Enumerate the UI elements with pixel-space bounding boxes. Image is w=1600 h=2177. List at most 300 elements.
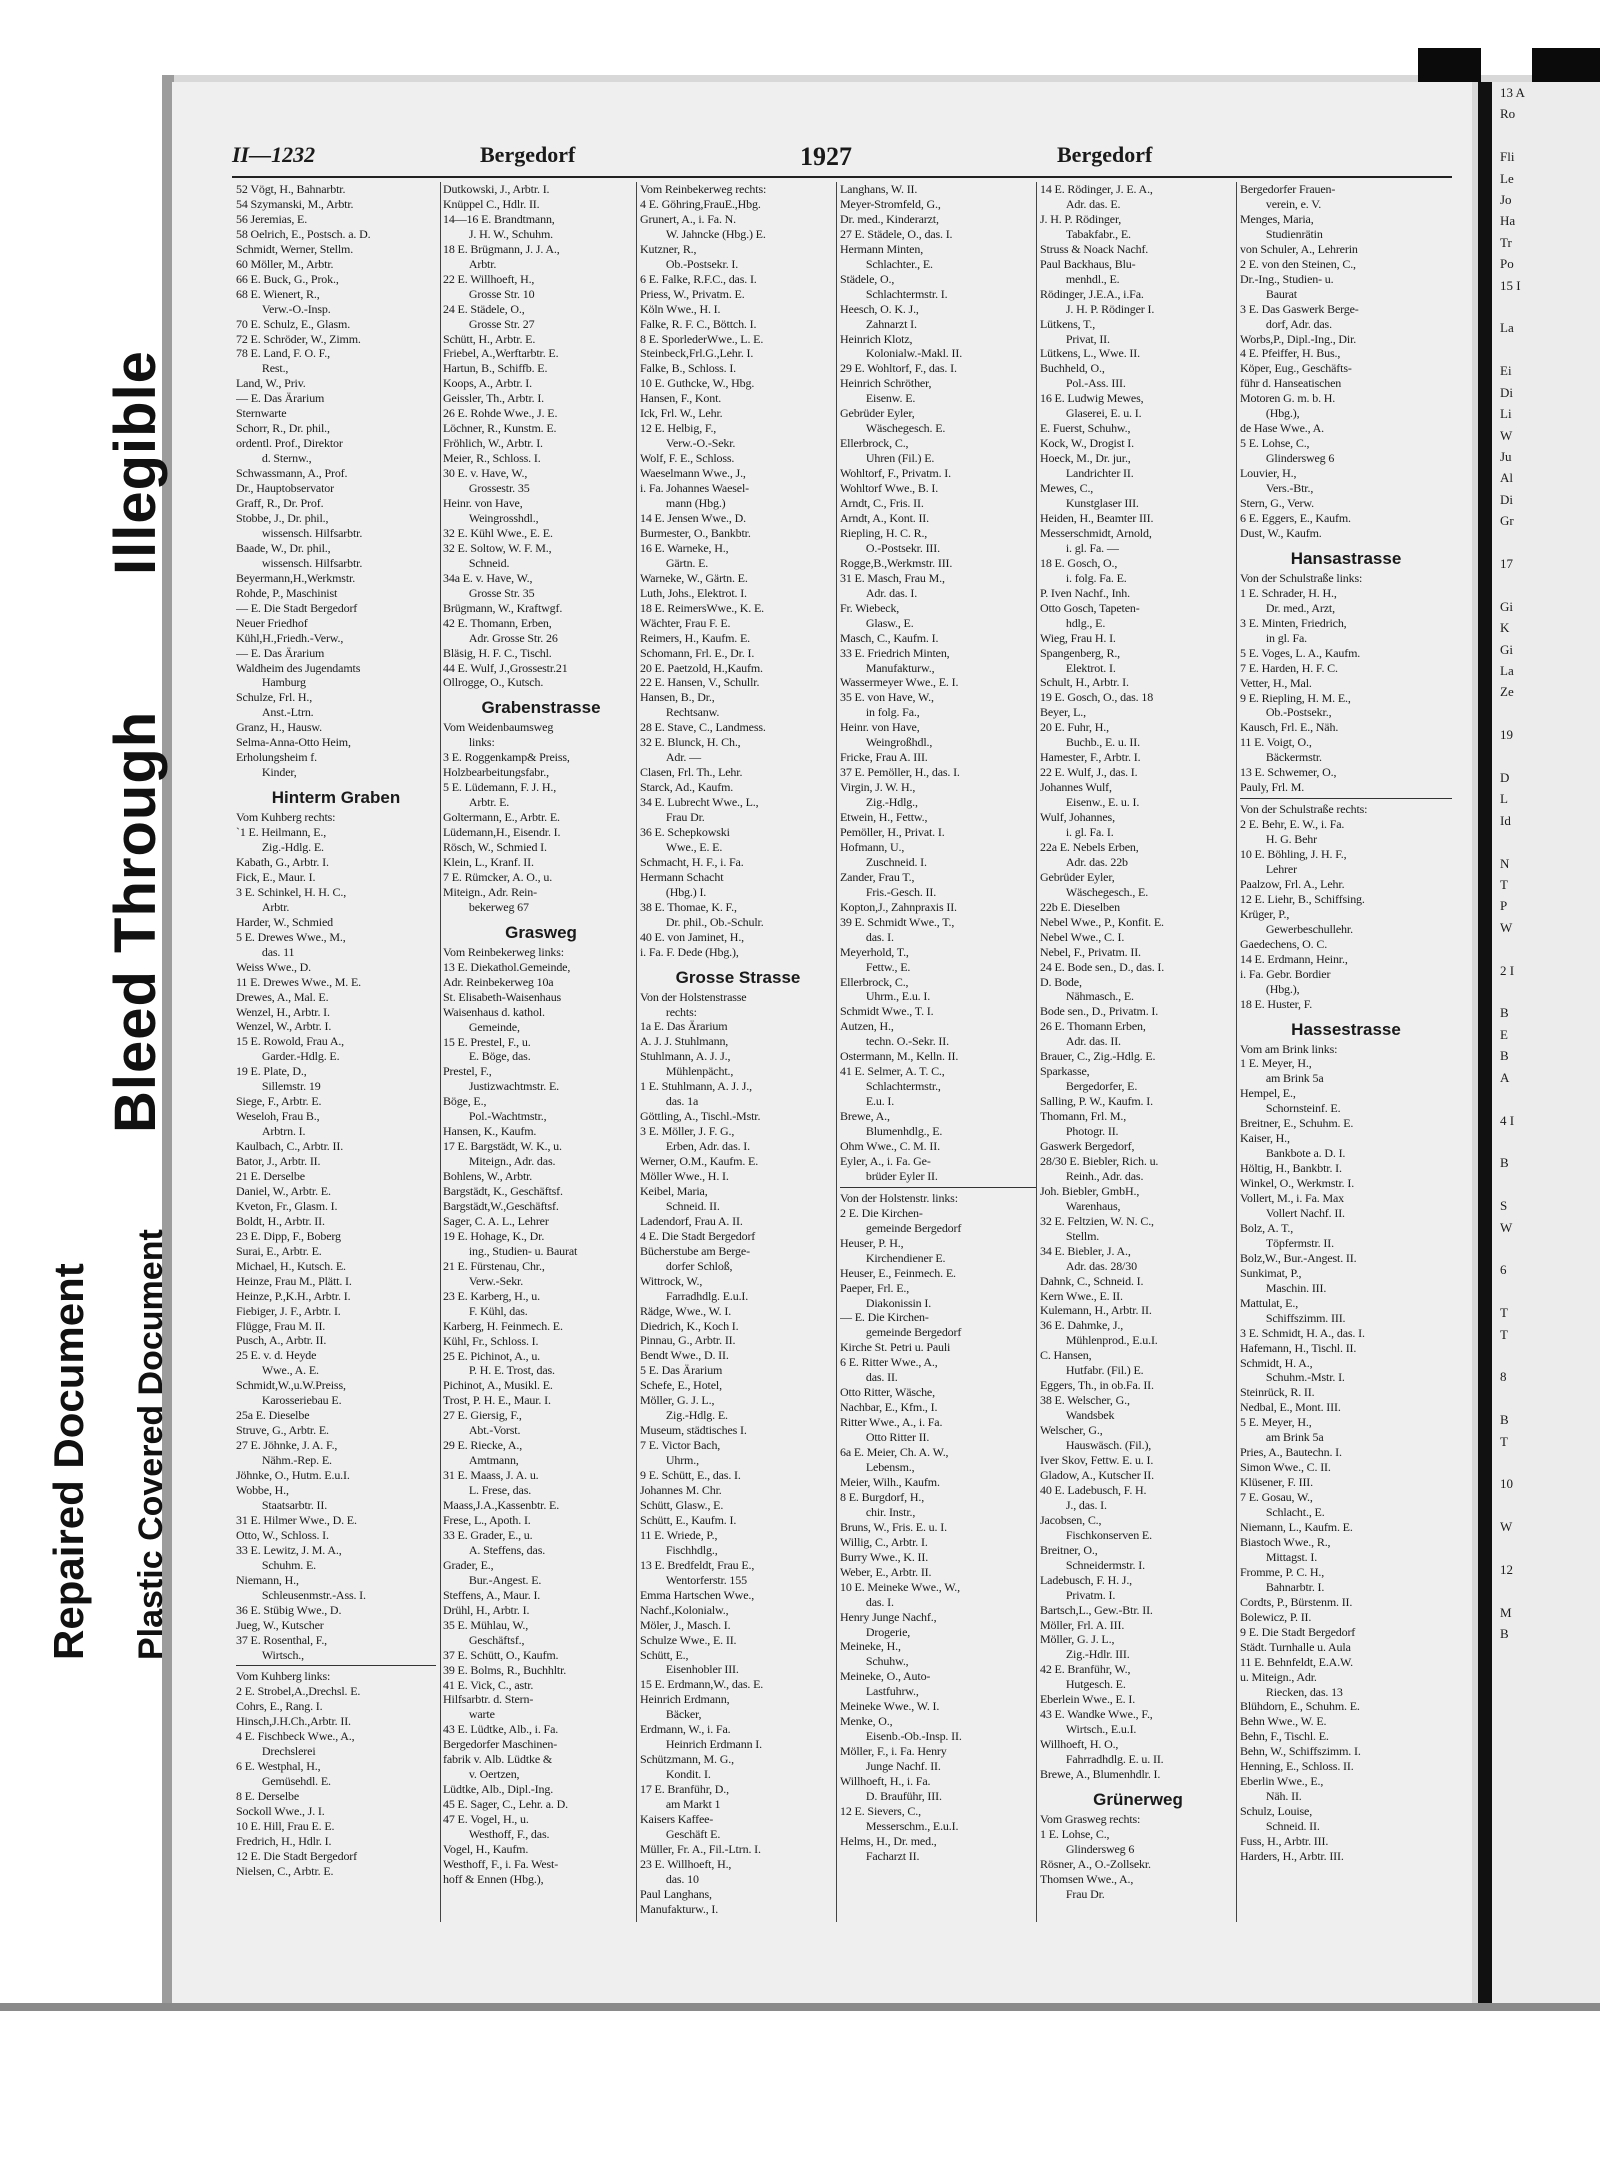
directory-entry: Schlachtermstr., [854, 1079, 941, 1094]
directory-entry: i. gl. Fa. I. [1054, 824, 1114, 839]
directory-entry: 29 E. Riecke, A., [443, 1438, 523, 1453]
directory-entry: 28 E. Stave, C., Landmess. [640, 720, 766, 735]
adjacent-page-text [1492, 1773, 1600, 1794]
directory-entry: Siege, F., Arbtr. E. [236, 1094, 322, 1109]
directory-entry: Pauly, Frl. M. [1240, 780, 1305, 795]
directory-entry: Cohrs, E., Rang. I. [236, 1699, 323, 1714]
directory-entry: Bendt Wwe., D. II. [640, 1348, 729, 1363]
directory-entry: das. II. [854, 1370, 898, 1385]
directory-entry: H. G. Behr [1254, 832, 1318, 847]
directory-entry: Langhans, W. II. [840, 182, 918, 196]
directory-entry: Dutkowski, J., Arbtr. I. [443, 182, 550, 196]
directory-entry: wissensch. Hilfsarbtr. [250, 555, 363, 570]
directory-entry: Schulze, Frl. H., [236, 690, 313, 705]
directory-entry: St. Elisabeth-Waisenhaus [443, 989, 562, 1004]
directory-entry: Wäschegesch. E. [854, 421, 946, 436]
directory-entry: Städt. Turnhalle u. Aula [1240, 1639, 1351, 1654]
adjacent-page-text: T [1500, 877, 1508, 893]
directory-entry: 33 E. Friedrich Minten, [840, 645, 950, 660]
directory-entry: 11 E. Voigt, O., [1240, 735, 1312, 750]
directory-entry: Amtmann, [457, 1453, 519, 1468]
directory-entry: Schulz, Louise, [1240, 1804, 1313, 1819]
adjacent-page-text [1492, 1580, 1600, 1601]
directory-entry: Frau Dr. [1054, 1886, 1105, 1901]
adjacent-page-text: 19 [1500, 727, 1513, 743]
directory-entry: 9 E. Riepling, H. M. E., [1240, 690, 1351, 705]
directory-entry: Stellm. [1054, 1228, 1100, 1243]
directory-entry: Erdmann, W., i. Fa. [640, 1722, 731, 1737]
directory-column-1 [236, 182, 436, 1922]
directory-entry: Heinrich Erdmann, [640, 1692, 730, 1707]
directory-entry: 3 E. Möller, J. F. G., [640, 1124, 735, 1139]
directory-entry: D. Brauführ, III. [854, 1788, 942, 1803]
adjacent-page-text: E [1500, 1026, 1508, 1042]
directory-entry: 8 E. SporlederWwe., L. E. [640, 331, 764, 346]
directory-entry: Wulf, Johannes, [1040, 810, 1115, 825]
directory-entry: 18 E. Huster, F. [1240, 996, 1313, 1011]
directory-entry: Ritter Wwe., A., i. Fa. [840, 1415, 943, 1430]
adjacent-page-text [1492, 981, 1600, 1002]
header-rule [232, 176, 1452, 178]
adjacent-page-text: Jo [1500, 192, 1512, 208]
directory-entry: Privat, II. [1054, 331, 1110, 346]
directory-entry: Werner, O.M., Kaufm. E. [640, 1154, 759, 1169]
directory-entry: Zuschneid. I. [854, 854, 927, 869]
directory-entry: 43 E. Wandke Wwe., F., [1040, 1707, 1153, 1722]
adjacent-page-text [1492, 339, 1600, 360]
directory-entry: 10 E. Böhling, J. H. F., [1240, 847, 1347, 862]
directory-entry: Meineke Wwe., W. I. [840, 1699, 940, 1714]
directory-entry: Niemann, H., [236, 1572, 299, 1587]
directory-entry: dorfer Schloß, [654, 1258, 733, 1273]
directory-entry: Meineke, O., Auto- [840, 1669, 931, 1684]
directory-entry: Uhren (Fil.) E. [854, 451, 935, 466]
directory-entry: Wittrock, W., [640, 1273, 703, 1288]
directory-entry: Hermann Minten, [840, 241, 924, 256]
directory-entry: 15 E. Prestel, F., u. [443, 1034, 531, 1049]
directory-entry: Buchheld, O., [1040, 361, 1105, 376]
directory-entry: Hartun, B., Schiffb. E. [443, 361, 548, 376]
adjacent-page-text: W [1500, 427, 1513, 443]
directory-entry: Waisenhaus d. kathol. [443, 1004, 545, 1019]
directory-entry: 23 E. Willhoeft, H., [640, 1856, 732, 1871]
directory-entry: 4 E. Fischbeck Wwe., A., [236, 1729, 355, 1744]
directory-entry: 7 E. Harden, H. F. C. [1240, 660, 1338, 675]
bleed-through-label: Bleed Through [103, 710, 168, 1133]
directory-entry: v. Oertzen, [457, 1767, 520, 1782]
directory-entry: (Hbg.), [1254, 981, 1300, 996]
directory-entry: Bator, J., Arbtr. II. [236, 1154, 321, 1169]
directory-entry: Privatm. I. [1054, 1587, 1116, 1602]
directory-entry: Harders, H., Arbtr. III. [1240, 1848, 1344, 1863]
directory-entry: Steinrück, R. II. [1240, 1385, 1315, 1400]
directory-entry: Adr. das. I. [854, 585, 918, 600]
adjacent-page-text: P [1500, 898, 1508, 914]
directory-entry: 17 E. Bargstädt, W. K., u. [443, 1139, 562, 1154]
directory-entry: Möler, J., Masch. I. [640, 1617, 731, 1632]
adjacent-page-text [1492, 296, 1600, 317]
plastic-covered-label: Plastic Covered Document [132, 1229, 170, 1660]
adjacent-page-text [1492, 1388, 1600, 1409]
directory-entry: Paeper, Frl. E., [840, 1280, 910, 1295]
directory-entry: Verw.-O.-Sekr. [654, 436, 736, 451]
directory-entry: 12 E. Sievers, C., [840, 1803, 921, 1818]
directory-entry: Zig.-Hdlr. III. [1054, 1647, 1130, 1662]
directory-entry: Farradhdlg. E.u.I. [654, 1288, 749, 1303]
directory-entry: Hansen, B., Dr., [640, 690, 715, 705]
directory-entry: Autzen, H., [840, 1019, 894, 1034]
directory-entry: 18 E. Brügmann, J. J. A., [443, 241, 560, 256]
scan-bottom-edge [0, 2003, 1600, 2011]
directory-entry: Justizwachtmstr. E. [457, 1079, 559, 1094]
directory-entry: Frau Dr. [654, 810, 705, 825]
directory-entry: i. Fa. Johannes Waesel- [640, 481, 750, 496]
directory-entry: Heinrich Schröther, [840, 376, 932, 391]
directory-entry: Hofmann, U., [840, 839, 905, 854]
directory-entry: Kirchendiener E. [854, 1250, 946, 1265]
directory-entry: 7 E. Victor Bach, [640, 1438, 721, 1453]
directory-entry: Maass,J.A.,Kassenbtr. E. [443, 1498, 560, 1513]
directory-entry: 52 Vögt, H., Bahnarbtr. [236, 182, 346, 196]
directory-entry: Hauswäsch. (Fil.), [1054, 1438, 1152, 1453]
directory-entry: Bergedorfer Maschinen- [443, 1737, 558, 1752]
directory-entry: 1 E. Stuhlmann, A. J. J., [640, 1079, 752, 1094]
street-heading: Grabenstrasse [481, 698, 601, 718]
directory-entry: Waldheim des Jugendamts [236, 660, 361, 675]
directory-entry: Bruns, W., Fris. E. u. I. [840, 1519, 947, 1534]
directory-entry: Ollrogge, O., Kutsch. [443, 675, 544, 690]
adjacent-page-text [1492, 532, 1600, 553]
directory-entry: 6 E. Ritter Wwe., A., [840, 1355, 938, 1370]
directory-entry: 31 E. Masch, Frau M., [840, 570, 945, 585]
adjacent-page-text [1492, 1538, 1600, 1559]
directory-entry: Koops, A., Arbtr. I. [443, 376, 533, 391]
directory-entry: 60 Möller, M., Arbtr. [236, 256, 334, 271]
adjacent-page-text: La [1500, 320, 1514, 336]
directory-entry: Eisenw., E. u. I. [1054, 795, 1140, 810]
directory-entry: rechts: [654, 1004, 697, 1019]
page-header [232, 142, 1450, 172]
adjacent-page-text: Di [1500, 491, 1513, 507]
adjacent-page-text: T [1500, 1326, 1508, 1342]
directory-entry: Möller Wwe., H. I. [640, 1169, 729, 1183]
directory-entry: 31 E. Hilmer Wwe., D. E. [236, 1512, 357, 1527]
directory-entry: Möller, G. J. L., [1040, 1632, 1115, 1647]
directory-entry: 2 E. von den Steinen, C., [1240, 256, 1356, 271]
directory-entry: Mewes, C., [1040, 481, 1094, 496]
street-heading: Hassestrasse [1291, 1019, 1401, 1039]
directory-entry: Schult, H., Arbtr. I. [1040, 675, 1129, 690]
directory-entry: 3 E. Roggenkamp& Preiss, [443, 750, 570, 765]
directory-entry: 3 E. Das Gaswerk Berge- [1240, 301, 1359, 316]
directory-entry: 72 E. Schröder, W., Zimm. [236, 331, 361, 346]
directory-entry: Kabath, G., Arbtr. I. [236, 854, 329, 869]
directory-entry: 5 E. Drewes Wwe., M., [236, 929, 346, 944]
directory-entry: Schmidt, Werner, Stellm. [236, 241, 354, 256]
directory-entry: Drühl, H., Arbtr. I. [443, 1602, 530, 1617]
directory-entry: Schleusenmstr.-Ass. I. [250, 1587, 366, 1602]
directory-entry: 28/30 E. Biebler, Rich. u. [1040, 1153, 1159, 1168]
directory-entry: 24 E. Bode sen., D., das. I. [1040, 959, 1165, 974]
adjacent-page-text [1492, 1452, 1600, 1473]
directory-entry: 32 E. Soltow, W. F. M., [443, 540, 552, 555]
directory-entry: Hutfabr. (Fil.) E. [1054, 1363, 1144, 1378]
directory-entry: Adr. — [654, 750, 701, 765]
directory-entry: 13 E. Schwemer, O., [1240, 765, 1337, 780]
adjacent-page-text: S [1500, 1198, 1508, 1214]
directory-entry: 35 E. von Have, W., [840, 690, 934, 705]
directory-entry: i. Fa. Gebr. Bordier [1240, 966, 1331, 981]
directory-entry: führ d. Hanseatischen [1240, 376, 1342, 391]
directory-entry: Vom am Brink links: [1240, 1041, 1338, 1056]
directory-entry: Schornsteinf. E. [1254, 1101, 1341, 1116]
adjacent-page-text: D [1500, 770, 1510, 785]
directory-entry: Lebensm., [854, 1460, 915, 1475]
directory-entry: Wandsbek [1054, 1408, 1115, 1423]
directory-entry: Ellerbrock, C., [840, 974, 909, 989]
directory-entry: 11 E. Drewes Wwe., M. E. [236, 974, 362, 989]
directory-entry: Wirtsch., [250, 1647, 305, 1662]
adjacent-page-text [1492, 1088, 1600, 1109]
directory-entry: Kausch, Frl. E., Näh. [1240, 720, 1339, 735]
directory-entry: 32 E. Feltzien, W. N. C., [1040, 1213, 1154, 1228]
directory-entry: Struve, G., Arbtr. E. [236, 1423, 329, 1438]
directory-entry: J. H. P. Rödinger I. [1054, 301, 1155, 316]
directory-entry: Bolz, A. T., [1240, 1220, 1294, 1235]
directory-entry: Glaserei, E. u. I. [1054, 406, 1142, 421]
directory-entry: 30 E. v. Have, W., [443, 466, 528, 481]
directory-entry: von Schuler, A., Lehrerin [1240, 241, 1358, 256]
directory-entry: Hafemann, H., Tischl. II. [1240, 1340, 1357, 1355]
directory-entry: Wolf, F. E., Schloss. [640, 451, 735, 466]
directory-entry: 37 E. Rosenthal, F., [236, 1632, 328, 1647]
directory-entry: 14 E. Jensen Wwe., D. [640, 510, 746, 525]
directory-entry: Wohltorf Wwe., B. I. [840, 481, 939, 496]
directory-entry: 37 E. Schütt, O., Kaufm. [443, 1647, 559, 1662]
running-title-right: Bergedorf [1057, 142, 1153, 167]
directory-entry: Möller, F., i. Fa. Henry [840, 1744, 947, 1759]
directory-entry: am Brink 5a [1254, 1071, 1324, 1086]
directory-entry: 20 E. Paetzold, H.,Kaufm. [640, 660, 763, 675]
directory-entry: Ob.-Postsekr., [1254, 705, 1332, 720]
directory-entry: 7 E. Rümcker, A. O., u. [443, 869, 553, 884]
directory-entry: Worbs,P., Dipl.-Ing., Dir. [1240, 331, 1357, 346]
directory-entry: Nielsen, C., Arbtr. E. [236, 1863, 334, 1878]
directory-column-6 [1240, 182, 1452, 1922]
directory-entry: Harder, W., Schmied [236, 914, 333, 929]
directory-entry: Schmacht, H. F., i. Fa. [640, 854, 744, 869]
directory-entry: 33 E. Lewitz, J. M. A., [236, 1542, 342, 1557]
directory-entry: Kaisers Kaffee- [640, 1811, 714, 1826]
directory-entry: Löchner, R., Kunstm. E. [443, 421, 557, 436]
directory-entry: gemeinde Bergedorf [854, 1325, 962, 1340]
directory-entry: Eisenhobler III. [654, 1662, 739, 1677]
directory-entry: hdlg., E. [1054, 615, 1106, 630]
directory-entry: D. Bode, [1040, 974, 1082, 989]
directory-entry: Zig.-Hdlg. E. [654, 1408, 728, 1423]
directory-entry: Bur.-Angest. E. [457, 1572, 542, 1587]
directory-entry: Dr. med., Arzt, [1254, 600, 1335, 615]
directory-entry: Willhoeft, H. O., [1040, 1737, 1119, 1752]
directory-entry: 22 E. Hansen, V., Schullr. [640, 675, 760, 690]
directory-entry: Gemüsehdl. E. [250, 1774, 331, 1789]
directory-entry: Glasw., E. [854, 615, 914, 630]
directory-entry: Weseloh, Frau B., [236, 1109, 320, 1124]
directory-entry: Uhrm., E.u. I. [854, 989, 931, 1004]
directory-entry: de Hase Wwe., A. [1240, 421, 1325, 436]
directory-entry: 26 E. Rohde Wwe., J. E. [443, 406, 558, 421]
section-rule [236, 1665, 436, 1666]
directory-entry: 2 E. Strobel,A.,Drechsl. E. [236, 1684, 361, 1699]
directory-entry: 44 E. Wulf, J.,Grossestr.21 [443, 660, 568, 675]
adjacent-page-text: 4 I [1500, 1112, 1515, 1128]
directory-entry: Louvier, H., [1240, 466, 1297, 481]
directory-entry: Lastfuhrw., [854, 1684, 919, 1699]
directory-column-4 [840, 182, 1036, 1922]
directory-entry: Lüdemann,H., Eisendr. I. [443, 825, 561, 840]
directory-entry: Wieg, Frau H. I. [1040, 630, 1116, 645]
directory-entry: 1 E. Schrader, H. H., [1240, 585, 1337, 600]
directory-entry: Prestel, F., [443, 1064, 492, 1079]
adjacent-page-text [1492, 746, 1600, 767]
directory-entry: Goltermann, E., Arbtr. E. [443, 810, 560, 825]
directory-entry: 16 E. Warneke, H., [640, 540, 729, 555]
directory-entry: Schmidt, H. A., [1240, 1355, 1313, 1370]
directory-entry: Von der Holstenstrasse [640, 989, 747, 1004]
directory-entry: Näh. II. [1254, 1789, 1302, 1804]
directory-entry: Schuhm. E. [250, 1557, 317, 1572]
directory-entry: Mattulat, E., [1240, 1295, 1299, 1310]
directory-entry: Von der Schulstraße rechts: [1240, 802, 1368, 817]
directory-entry: Wächter, Frau F. E. [640, 615, 731, 630]
directory-entry: L. Frese, das. [457, 1483, 532, 1498]
directory-entry: Arbtr. [250, 899, 290, 914]
column-divider [1236, 182, 1237, 1922]
directory-entry: Diedrich, K., Koch I. [640, 1318, 739, 1333]
adjacent-page-text: B [1500, 1626, 1509, 1642]
adjacent-page-text: Ha [1500, 213, 1516, 229]
directory-entry: Johannes M. Chr. [640, 1483, 722, 1498]
directory-entry: Anst.-Ltrn. [250, 705, 314, 720]
directory-entry: am Markt 1 [654, 1797, 721, 1812]
directory-entry: Ob.-Postsekr. I. [654, 256, 739, 271]
directory-entry: 66 E. Buck, G., Prok., [236, 271, 339, 286]
directory-entry: Bartsch,L., Gew.-Btr. II. [1040, 1602, 1153, 1617]
directory-entry: Eberlin Wwe., E., [1240, 1774, 1324, 1789]
directory-entry: 10 E. Hill, Frau E. E. [236, 1818, 335, 1833]
directory-entry: Karberg, H. Feinmech. E. [443, 1318, 563, 1333]
directory-entry: Behn, W., Schiffszimm. I. [1240, 1744, 1361, 1759]
directory-entry: Erben, Adr. das. I. [654, 1139, 750, 1154]
directory-entry: 2 E. Behr, E. W., i. Fa. [1240, 817, 1345, 832]
directory-entry: Schorr, R., Dr. phil., [236, 421, 330, 436]
directory-entry: Nebel Wwe., P., Konfit. E. [1040, 914, 1164, 929]
adjacent-page-text [1492, 574, 1600, 595]
directory-entry: Masch, C., Kaufm. I. [840, 630, 939, 645]
directory-entry: Buchb., E. u. II. [1054, 735, 1140, 750]
directory-entry: ing., Studien- u. Baurat [457, 1243, 578, 1258]
directory-entry: Jueg, W., Kutscher [236, 1617, 324, 1632]
directory-entry: 27 E. Städele, O., das. I. [840, 226, 953, 241]
directory-entry: 2 E. Die Kirchen- [840, 1205, 923, 1220]
directory-entry: 5 E. Voges, L. A., Kaufm. [1240, 645, 1361, 660]
directory-entry: Kulemann, H., Arbtr. II. [1040, 1303, 1152, 1318]
directory-entry: Schmidt Wwe., T. I. [840, 1004, 934, 1019]
directory-entry: Tabakfabr., E. [1054, 226, 1131, 241]
directory-entry: in gl. Fa. [1254, 630, 1308, 645]
directory-column-5 [1040, 182, 1236, 1922]
street-heading: Grasweg [505, 922, 577, 942]
adjacent-page-text [1492, 1238, 1600, 1259]
adjacent-page-text: T [1500, 1305, 1508, 1321]
illegible-label: Illegible [103, 350, 168, 575]
directory-entry: Kühl,H.,Friedh.-Verw., [236, 630, 344, 645]
directory-entry: 13 E. Diekathol.Gemeinde, [443, 959, 571, 974]
directory-entry: Pinnau, G., Arbtr. II. [640, 1333, 736, 1348]
directory-entry: Schütt, H., Arbtr. E. [443, 331, 536, 346]
directory-entry: 41 E. Selmer, A. T. C., [840, 1064, 945, 1079]
directory-entry: 12 E. Helbig, F., [640, 421, 717, 436]
directory-entry: Bergedorfer, E. [1054, 1079, 1138, 1094]
repaired-document-label: Repaired Document [45, 1263, 92, 1660]
directory-entry: das. I. [854, 929, 894, 944]
directory-entry: Paalzow, Frl. A., Lehr. [1240, 876, 1345, 891]
directory-entry: Rogge,B.,Werkmstr. III. [840, 555, 953, 570]
directory-entry: Hempel, E., [1240, 1086, 1296, 1101]
directory-entry: Miteign., Adr. Rein- [443, 884, 537, 899]
directory-entry: 11 E. Wriede, P., [640, 1527, 718, 1542]
directory-entry: Junge Nachf. II. [854, 1759, 941, 1774]
street-heading: Grünerweg [1093, 1789, 1183, 1809]
directory-entry: 24 E. Städele, O., [443, 301, 525, 316]
adjacent-page-text: B [1500, 1412, 1509, 1428]
directory-entry: Paul Langhans, [640, 1886, 712, 1901]
directory-entry: Schütt, Glasw., E. [640, 1497, 724, 1512]
directory-entry: Kaiser, H., [1240, 1131, 1290, 1146]
directory-entry: Zahnarzt I. [854, 316, 917, 331]
directory-entry: Von der Holstenstr. links: [840, 1190, 958, 1205]
directory-entry: Luth, Johs., Elektrot. I. [640, 585, 747, 600]
directory-entry: — E. Das Ärarium [236, 645, 325, 660]
directory-entry: Pol.-Ass. III. [1054, 376, 1126, 391]
directory-entry: 19 E. Hohage, K., Dr. [443, 1228, 545, 1243]
directory-entry: Cordts, P., Bürstenm. II. [1240, 1594, 1353, 1609]
adjacent-page-text: K [1500, 620, 1510, 636]
adjacent-page-text [1492, 1816, 1600, 1837]
directory-entry: Glindersweg 6 [1254, 451, 1335, 466]
directory-entry: 1 E. Meyer, H., [1240, 1056, 1312, 1071]
directory-entry: Biastoch Wwe., R., [1240, 1534, 1331, 1549]
directory-entry: 10 E. Meineke Wwe., W., [840, 1579, 960, 1594]
directory-entry: 45 E. Sager, C., Lehr. a. D. [443, 1797, 568, 1812]
directory-entry: hoff & Ennen (Hbg.), [443, 1871, 544, 1886]
directory-entry: Riepling, H. C. R., [840, 525, 928, 540]
directory-entry: 26 E. Thomann Erben, [1040, 1019, 1146, 1034]
directory-entry: 36 E. Stübig Wwe., D. [236, 1602, 342, 1617]
directory-entry: Heinze, P.,K.H., Arbtr. I. [236, 1288, 351, 1303]
directory-entry: 5 E. Lohse, C., [1240, 436, 1310, 451]
directory-entry: 33 E. Grader, E., u. [443, 1527, 533, 1542]
adjacent-page-text: La [1500, 662, 1514, 678]
directory-entry: (Hbg.) I. [654, 884, 707, 899]
adjacent-page-text: W [1500, 1519, 1513, 1535]
directory-entry: 37 E. Pemöller, H., das. I. [840, 765, 960, 780]
directory-entry: Stobbe, J., Dr. phil., [236, 510, 329, 525]
directory-entry: 29 E. Wohltorf, F., das. I. [840, 361, 957, 376]
adjacent-page-text: B [1500, 1048, 1509, 1064]
directory-entry: Kondit. I. [654, 1767, 711, 1782]
directory-entry: Hamester, F., Arbtr. I. [1040, 750, 1141, 765]
